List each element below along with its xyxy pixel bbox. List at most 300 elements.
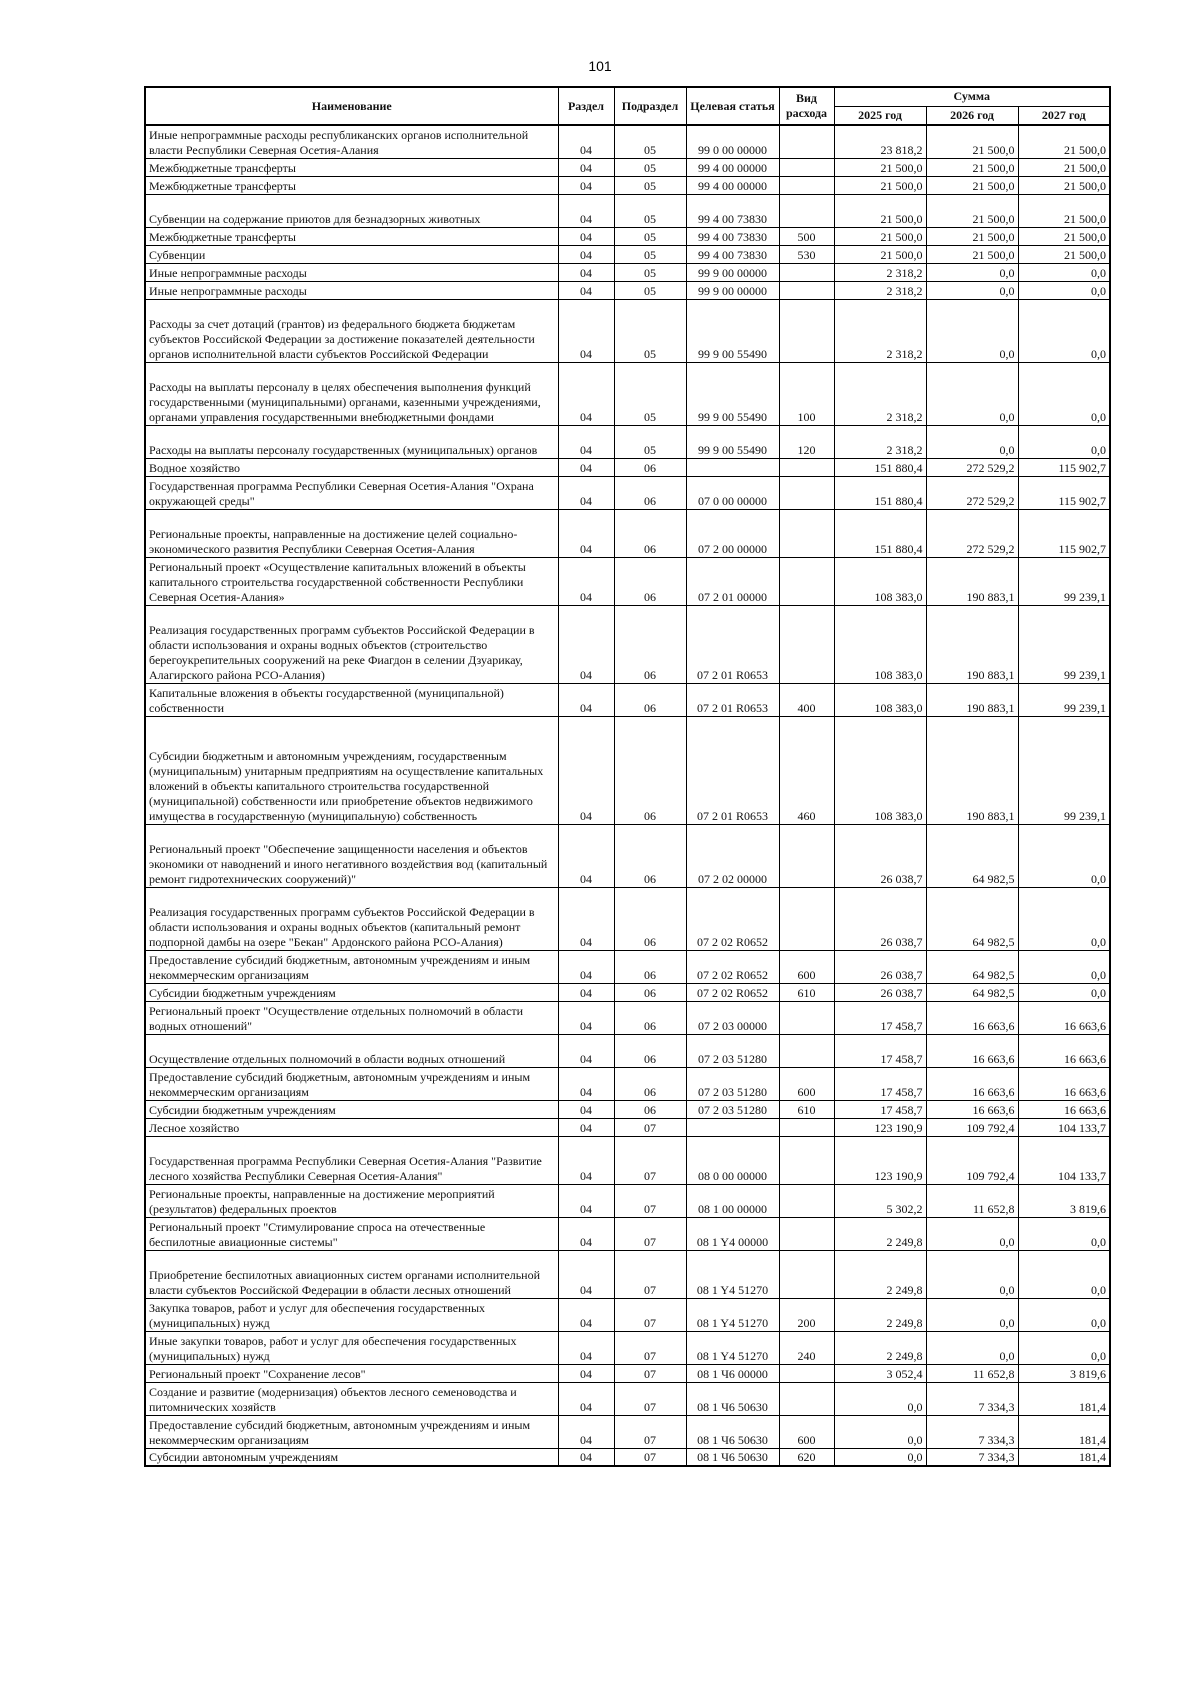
cell-target: 08 1 Ч6 50630 bbox=[686, 1448, 779, 1466]
cell-2025: 108 383,0 bbox=[834, 557, 926, 605]
cell-type: 600 bbox=[779, 1415, 834, 1448]
cell-type: 600 bbox=[779, 1067, 834, 1100]
cell-type: 200 bbox=[779, 1298, 834, 1331]
cell-2026: 7 334,3 bbox=[926, 1448, 1018, 1466]
cell-name: Иные непрограммные расходы bbox=[145, 281, 558, 299]
cell-type: 240 bbox=[779, 1331, 834, 1364]
cell-subsection: 06 bbox=[614, 716, 686, 824]
cell-type bbox=[779, 263, 834, 281]
cell-type bbox=[779, 281, 834, 299]
cell-target: 99 4 00 00000 bbox=[686, 158, 779, 176]
cell-2026: 0,0 bbox=[926, 1250, 1018, 1298]
cell-2027: 0,0 bbox=[1018, 1217, 1110, 1250]
cell-2027: 16 663,6 bbox=[1018, 1001, 1110, 1034]
cell-type bbox=[779, 1184, 834, 1217]
cell-section: 04 bbox=[558, 1364, 614, 1382]
cell-2027: 181,4 bbox=[1018, 1448, 1110, 1466]
table-row bbox=[145, 1364, 1110, 1382]
cell-2025: 0,0 bbox=[834, 1448, 926, 1466]
table-header bbox=[145, 87, 1110, 125]
table-row bbox=[145, 824, 1110, 887]
page-number: 101 bbox=[588, 58, 612, 74]
table-row bbox=[145, 425, 1110, 458]
cell-section: 04 bbox=[558, 824, 614, 887]
cell-name: Субсидии автономным учреждениям bbox=[145, 1448, 558, 1466]
header-sum: Сумма bbox=[834, 87, 1110, 106]
cell-subsection: 05 bbox=[614, 227, 686, 245]
cell-target: 07 2 01 R0653 bbox=[686, 716, 779, 824]
cell-section: 04 bbox=[558, 683, 614, 716]
cell-2025: 151 880,4 bbox=[834, 509, 926, 557]
cell-target: 99 9 00 55490 bbox=[686, 425, 779, 458]
cell-subsection: 06 bbox=[614, 557, 686, 605]
table-row bbox=[145, 509, 1110, 557]
cell-2027: 0,0 bbox=[1018, 983, 1110, 1001]
table-row bbox=[145, 176, 1110, 194]
cell-2025: 108 383,0 bbox=[834, 716, 926, 824]
cell-2027: 0,0 bbox=[1018, 425, 1110, 458]
table-row bbox=[145, 557, 1110, 605]
cell-2027: 0,0 bbox=[1018, 887, 1110, 950]
cell-2027: 99 239,1 bbox=[1018, 716, 1110, 824]
cell-2026: 109 792,4 bbox=[926, 1136, 1018, 1184]
cell-2027: 21 500,0 bbox=[1018, 227, 1110, 245]
header-section: Раздел bbox=[558, 87, 614, 125]
cell-2026: 190 883,1 bbox=[926, 716, 1018, 824]
cell-2025: 123 190,9 bbox=[834, 1136, 926, 1184]
cell-2026: 0,0 bbox=[926, 1217, 1018, 1250]
cell-2027: 21 500,0 bbox=[1018, 176, 1110, 194]
cell-name: Субсидии бюджетным учреждениям bbox=[145, 1100, 558, 1118]
cell-target: 07 2 03 51280 bbox=[686, 1100, 779, 1118]
table-row bbox=[145, 125, 1110, 158]
cell-section: 04 bbox=[558, 1382, 614, 1415]
cell-name: Региональный проект "Сохранение лесов" bbox=[145, 1364, 558, 1382]
cell-2025: 108 383,0 bbox=[834, 683, 926, 716]
cell-2027: 104 133,7 bbox=[1018, 1136, 1110, 1184]
cell-subsection: 06 bbox=[614, 887, 686, 950]
cell-type bbox=[779, 476, 834, 509]
cell-2027: 104 133,7 bbox=[1018, 1118, 1110, 1136]
cell-subsection: 05 bbox=[614, 245, 686, 263]
cell-name: Региональный проект "Стимулирование спроса на отечественные беспилотные авиационные системы" bbox=[145, 1217, 558, 1250]
cell-type: 530 bbox=[779, 245, 834, 263]
cell-section: 04 bbox=[558, 1250, 614, 1298]
cell-target: 99 4 00 73830 bbox=[686, 245, 779, 263]
cell-2025: 151 880,4 bbox=[834, 458, 926, 476]
header-type: Вид расхода bbox=[779, 87, 834, 125]
cell-subsection: 05 bbox=[614, 425, 686, 458]
cell-subsection: 06 bbox=[614, 1001, 686, 1034]
table-body bbox=[145, 125, 1110, 1466]
cell-2026: 64 982,5 bbox=[926, 887, 1018, 950]
cell-type bbox=[779, 1034, 834, 1067]
cell-target: 07 2 01 00000 bbox=[686, 557, 779, 605]
cell-section: 04 bbox=[558, 1184, 614, 1217]
cell-target: 07 2 02 00000 bbox=[686, 824, 779, 887]
cell-2026: 7 334,3 bbox=[926, 1415, 1018, 1448]
cell-subsection: 06 bbox=[614, 458, 686, 476]
cell-2026: 16 663,6 bbox=[926, 1067, 1018, 1100]
cell-type bbox=[779, 557, 834, 605]
cell-type bbox=[779, 605, 834, 683]
cell-2026: 7 334,3 bbox=[926, 1382, 1018, 1415]
cell-2025: 21 500,0 bbox=[834, 176, 926, 194]
cell-2025: 2 249,8 bbox=[834, 1331, 926, 1364]
cell-subsection: 07 bbox=[614, 1184, 686, 1217]
table-row bbox=[145, 1217, 1110, 1250]
cell-2025: 2 249,8 bbox=[834, 1217, 926, 1250]
cell-subsection: 06 bbox=[614, 950, 686, 983]
cell-type: 120 bbox=[779, 425, 834, 458]
cell-section: 04 bbox=[558, 125, 614, 158]
cell-name: Региональный проект "Осуществление отдельных полномочий в области водных отношений" bbox=[145, 1001, 558, 1034]
table-row bbox=[145, 227, 1110, 245]
table-row bbox=[145, 950, 1110, 983]
cell-name: Иные непрограммные расходы bbox=[145, 263, 558, 281]
cell-2025: 108 383,0 bbox=[834, 605, 926, 683]
cell-section: 04 bbox=[558, 605, 614, 683]
cell-2026: 190 883,1 bbox=[926, 683, 1018, 716]
cell-2026: 11 652,8 bbox=[926, 1184, 1018, 1217]
cell-name: Закупка товаров, работ и услуг для обеспечения государственных (муниципальных) нужд bbox=[145, 1298, 558, 1331]
cell-section: 04 bbox=[558, 227, 614, 245]
table-row bbox=[145, 716, 1110, 824]
cell-2026: 21 500,0 bbox=[926, 125, 1018, 158]
cell-2026: 272 529,2 bbox=[926, 476, 1018, 509]
cell-2026: 21 500,0 bbox=[926, 227, 1018, 245]
cell-type: 610 bbox=[779, 983, 834, 1001]
cell-target: 07 2 02 R0652 bbox=[686, 887, 779, 950]
cell-section: 04 bbox=[558, 716, 614, 824]
cell-type bbox=[779, 125, 834, 158]
cell-type bbox=[779, 1118, 834, 1136]
cell-2026: 16 663,6 bbox=[926, 1100, 1018, 1118]
cell-subsection: 07 bbox=[614, 1364, 686, 1382]
cell-section: 04 bbox=[558, 158, 614, 176]
cell-2025: 21 500,0 bbox=[834, 158, 926, 176]
cell-subsection: 07 bbox=[614, 1331, 686, 1364]
cell-section: 04 bbox=[558, 458, 614, 476]
header-name: Наименование bbox=[145, 87, 558, 125]
cell-subsection: 05 bbox=[614, 125, 686, 158]
cell-subsection: 07 bbox=[614, 1136, 686, 1184]
cell-section: 04 bbox=[558, 281, 614, 299]
header-year-2027: 2027 год bbox=[1018, 106, 1110, 125]
cell-2027: 3 819,6 bbox=[1018, 1184, 1110, 1217]
cell-subsection: 07 bbox=[614, 1382, 686, 1415]
cell-target: 99 4 00 00000 bbox=[686, 176, 779, 194]
cell-2026: 21 500,0 bbox=[926, 158, 1018, 176]
cell-name: Создание и развитие (модернизация) объектов лесного семеноводства и питомнических хозяйств bbox=[145, 1382, 558, 1415]
cell-target: 07 2 01 R0653 bbox=[686, 683, 779, 716]
table-row bbox=[145, 158, 1110, 176]
cell-subsection: 06 bbox=[614, 605, 686, 683]
cell-target: 99 9 00 00000 bbox=[686, 263, 779, 281]
table-row bbox=[145, 1118, 1110, 1136]
cell-2027: 21 500,0 bbox=[1018, 245, 1110, 263]
cell-name: Государственная программа Республики Северная Осетия-Алания "Развитие лесного хозяйства Республики Северная Осетия-Алания" bbox=[145, 1136, 558, 1184]
cell-section: 04 bbox=[558, 1331, 614, 1364]
cell-2026: 21 500,0 bbox=[926, 176, 1018, 194]
cell-type bbox=[779, 1364, 834, 1382]
cell-name: Предоставление субсидий бюджетным, автономным учреждениям и иным некоммерческим организациям bbox=[145, 950, 558, 983]
cell-2025: 2 249,8 bbox=[834, 1250, 926, 1298]
table-row bbox=[145, 263, 1110, 281]
table-row bbox=[145, 299, 1110, 362]
cell-target: 07 2 02 R0652 bbox=[686, 983, 779, 1001]
header-year-2026: 2026 год bbox=[926, 106, 1018, 125]
cell-2025: 2 318,2 bbox=[834, 281, 926, 299]
cell-2026: 0,0 bbox=[926, 281, 1018, 299]
table-row bbox=[145, 194, 1110, 227]
cell-name: Реализация государственных программ субъектов Российской Федерации в области использования и охраны водных объектов (строительство берегоукрепительных сооружений на реке Фиагдон в селении Дзуарикау, Алагирского района РСО-Алания) bbox=[145, 605, 558, 683]
cell-2025: 26 038,7 bbox=[834, 983, 926, 1001]
cell-target: 08 1 Y4 51270 bbox=[686, 1250, 779, 1298]
cell-name: Расходы за счет дотаций (грантов) из федерального бюджета бюджетам субъектов Российской Федерации за достижение показателей деятельности органов исполнительной власти субъектов Российской Федерации bbox=[145, 299, 558, 362]
cell-2025: 17 458,7 bbox=[834, 1001, 926, 1034]
cell-2025: 26 038,7 bbox=[834, 950, 926, 983]
cell-section: 04 bbox=[558, 1298, 614, 1331]
cell-type bbox=[779, 887, 834, 950]
cell-2025: 21 500,0 bbox=[834, 227, 926, 245]
table-row bbox=[145, 887, 1110, 950]
cell-section: 04 bbox=[558, 476, 614, 509]
cell-2025: 17 458,7 bbox=[834, 1067, 926, 1100]
cell-subsection: 06 bbox=[614, 1034, 686, 1067]
cell-2027: 0,0 bbox=[1018, 362, 1110, 425]
cell-target: 99 9 00 55490 bbox=[686, 362, 779, 425]
cell-type: 100 bbox=[779, 362, 834, 425]
cell-2027: 0,0 bbox=[1018, 824, 1110, 887]
cell-section: 04 bbox=[558, 983, 614, 1001]
cell-name: Региональные проекты, направленные на достижение мероприятий (результатов) федеральных проектов bbox=[145, 1184, 558, 1217]
cell-type bbox=[779, 1136, 834, 1184]
cell-2025: 151 880,4 bbox=[834, 476, 926, 509]
cell-name: Субвенции на содержание приютов для безнадзорных животных bbox=[145, 194, 558, 227]
cell-subsection: 05 bbox=[614, 194, 686, 227]
cell-type bbox=[779, 194, 834, 227]
cell-name: Предоставление субсидий бюджетным, автономным учреждениям и иным некоммерческим организациям bbox=[145, 1415, 558, 1448]
table-row bbox=[145, 1184, 1110, 1217]
cell-2026: 190 883,1 bbox=[926, 557, 1018, 605]
cell-name: Предоставление субсидий бюджетным, автономным учреждениям и иным некоммерческим организациям bbox=[145, 1067, 558, 1100]
cell-2026: 0,0 bbox=[926, 263, 1018, 281]
table-row bbox=[145, 1136, 1110, 1184]
cell-type: 400 bbox=[779, 683, 834, 716]
cell-section: 04 bbox=[558, 1118, 614, 1136]
cell-name: Государственная программа Республики Северная Осетия-Алания "Охрана окружающей среды" bbox=[145, 476, 558, 509]
cell-section: 04 bbox=[558, 1100, 614, 1118]
cell-2027: 181,4 bbox=[1018, 1415, 1110, 1448]
cell-type: 600 bbox=[779, 950, 834, 983]
cell-2027: 99 239,1 bbox=[1018, 605, 1110, 683]
cell-2027: 3 819,6 bbox=[1018, 1364, 1110, 1382]
cell-2027: 0,0 bbox=[1018, 281, 1110, 299]
cell-target bbox=[686, 1118, 779, 1136]
cell-2027: 21 500,0 bbox=[1018, 158, 1110, 176]
budget-table bbox=[144, 86, 1111, 1467]
cell-target bbox=[686, 458, 779, 476]
cell-section: 04 bbox=[558, 362, 614, 425]
table-row bbox=[145, 1382, 1110, 1415]
cell-section: 04 bbox=[558, 425, 614, 458]
cell-2026: 0,0 bbox=[926, 1331, 1018, 1364]
cell-target: 07 2 03 51280 bbox=[686, 1067, 779, 1100]
cell-section: 04 bbox=[558, 1136, 614, 1184]
table-row bbox=[145, 362, 1110, 425]
cell-subsection: 05 bbox=[614, 281, 686, 299]
cell-2025: 21 500,0 bbox=[834, 194, 926, 227]
cell-2027: 99 239,1 bbox=[1018, 683, 1110, 716]
cell-2027: 16 663,6 bbox=[1018, 1067, 1110, 1100]
cell-2027: 181,4 bbox=[1018, 1382, 1110, 1415]
cell-subsection: 07 bbox=[614, 1217, 686, 1250]
cell-target: 99 9 00 55490 bbox=[686, 299, 779, 362]
cell-type bbox=[779, 176, 834, 194]
cell-section: 04 bbox=[558, 950, 614, 983]
header-year-2025: 2025 год bbox=[834, 106, 926, 125]
cell-name: Межбюджетные трансферты bbox=[145, 227, 558, 245]
cell-name: Капитальные вложения в объекты государственной (муниципальной) собственности bbox=[145, 683, 558, 716]
cell-name: Региональный проект "Обеспечение защищенности населения и объектов экономики от наводнений и иного негативного воздействия вод (капитальный ремонт гидротехнических сооружений)" bbox=[145, 824, 558, 887]
cell-2025: 3 052,4 bbox=[834, 1364, 926, 1382]
cell-2026: 109 792,4 bbox=[926, 1118, 1018, 1136]
cell-type bbox=[779, 509, 834, 557]
cell-type bbox=[779, 1382, 834, 1415]
cell-2027: 21 500,0 bbox=[1018, 125, 1110, 158]
cell-subsection: 07 bbox=[614, 1298, 686, 1331]
cell-subsection: 05 bbox=[614, 176, 686, 194]
cell-section: 04 bbox=[558, 509, 614, 557]
cell-2026: 21 500,0 bbox=[926, 194, 1018, 227]
cell-section: 04 bbox=[558, 1415, 614, 1448]
cell-2026: 190 883,1 bbox=[926, 605, 1018, 683]
cell-2025: 26 038,7 bbox=[834, 887, 926, 950]
cell-2025: 2 318,2 bbox=[834, 425, 926, 458]
cell-target: 08 1 Y4 51270 bbox=[686, 1298, 779, 1331]
cell-2027: 0,0 bbox=[1018, 950, 1110, 983]
cell-type bbox=[779, 1217, 834, 1250]
cell-section: 04 bbox=[558, 1448, 614, 1466]
cell-target: 99 9 00 00000 bbox=[686, 281, 779, 299]
cell-target: 07 2 02 R0652 bbox=[686, 950, 779, 983]
cell-target: 08 0 00 00000 bbox=[686, 1136, 779, 1184]
cell-2025: 2 249,8 bbox=[834, 1298, 926, 1331]
cell-section: 04 bbox=[558, 887, 614, 950]
cell-name: Осуществление отдельных полномочий в области водных отношений bbox=[145, 1034, 558, 1067]
cell-subsection: 06 bbox=[614, 824, 686, 887]
cell-subsection: 06 bbox=[614, 683, 686, 716]
table-row bbox=[145, 1250, 1110, 1298]
cell-2027: 0,0 bbox=[1018, 299, 1110, 362]
cell-name: Субсидии бюджетным и автономным учреждениям, государственным (муниципальным) унитарным предприятиям на осуществление капитальных вложений в объекты капитального строительства государственной (муниципальной) собственности или приобретение объектов недвижимого имущества в государственную (муниципальную) собственность bbox=[145, 716, 558, 824]
cell-2027: 0,0 bbox=[1018, 1250, 1110, 1298]
cell-section: 04 bbox=[558, 263, 614, 281]
table-row bbox=[145, 245, 1110, 263]
cell-2027: 115 902,7 bbox=[1018, 476, 1110, 509]
table-row bbox=[145, 1331, 1110, 1364]
cell-2027: 16 663,6 bbox=[1018, 1034, 1110, 1067]
cell-type bbox=[779, 458, 834, 476]
cell-subsection: 05 bbox=[614, 158, 686, 176]
cell-type bbox=[779, 824, 834, 887]
cell-2025: 2 318,2 bbox=[834, 299, 926, 362]
table-row bbox=[145, 281, 1110, 299]
cell-name: Иные закупки товаров, работ и услуг для обеспечения государственных (муниципальных) нужд bbox=[145, 1331, 558, 1364]
cell-type: 500 bbox=[779, 227, 834, 245]
cell-2027: 0,0 bbox=[1018, 1331, 1110, 1364]
cell-2026: 272 529,2 bbox=[926, 509, 1018, 557]
table-row bbox=[145, 1034, 1110, 1067]
cell-2026: 0,0 bbox=[926, 425, 1018, 458]
cell-2025: 0,0 bbox=[834, 1415, 926, 1448]
cell-name: Межбюджетные трансферты bbox=[145, 158, 558, 176]
cell-name: Субвенции bbox=[145, 245, 558, 263]
cell-target: 08 1 Ч6 50630 bbox=[686, 1415, 779, 1448]
cell-section: 04 bbox=[558, 1034, 614, 1067]
cell-2025: 21 500,0 bbox=[834, 245, 926, 263]
cell-2027: 21 500,0 bbox=[1018, 194, 1110, 227]
cell-2027: 115 902,7 bbox=[1018, 509, 1110, 557]
cell-name: Лесное хозяйство bbox=[145, 1118, 558, 1136]
cell-section: 04 bbox=[558, 245, 614, 263]
cell-section: 04 bbox=[558, 194, 614, 227]
cell-subsection: 07 bbox=[614, 1448, 686, 1466]
cell-2025: 26 038,7 bbox=[834, 824, 926, 887]
cell-2026: 64 982,5 bbox=[926, 983, 1018, 1001]
cell-target: 08 1 00 00000 bbox=[686, 1184, 779, 1217]
cell-name: Региональные проекты, направленные на достижение целей социально-экономического развития Республики Северная Осетия-Алания bbox=[145, 509, 558, 557]
cell-type bbox=[779, 299, 834, 362]
cell-2027: 0,0 bbox=[1018, 263, 1110, 281]
cell-name: Реализация государственных программ субъектов Российской Федерации в области использования и охраны водных объектов (капитальный ремонт подпорной дамбы на озере "Бекан" Ардонского района РСО-Алания) bbox=[145, 887, 558, 950]
cell-target: 07 0 00 00000 bbox=[686, 476, 779, 509]
cell-2026: 0,0 bbox=[926, 362, 1018, 425]
cell-name: Водное хозяйство bbox=[145, 458, 558, 476]
table-row bbox=[145, 1298, 1110, 1331]
table-row bbox=[145, 1067, 1110, 1100]
cell-subsection: 07 bbox=[614, 1118, 686, 1136]
cell-section: 04 bbox=[558, 557, 614, 605]
cell-subsection: 06 bbox=[614, 509, 686, 557]
cell-target: 99 4 00 73830 bbox=[686, 194, 779, 227]
cell-2025: 5 302,2 bbox=[834, 1184, 926, 1217]
cell-target: 08 1 Y4 51270 bbox=[686, 1331, 779, 1364]
cell-subsection: 05 bbox=[614, 362, 686, 425]
cell-2026: 0,0 bbox=[926, 299, 1018, 362]
table-row bbox=[145, 458, 1110, 476]
cell-type: 610 bbox=[779, 1100, 834, 1118]
cell-target: 07 2 03 51280 bbox=[686, 1034, 779, 1067]
cell-2026: 272 529,2 bbox=[926, 458, 1018, 476]
cell-2025: 17 458,7 bbox=[834, 1034, 926, 1067]
header-subsection: Подраздел bbox=[614, 87, 686, 125]
cell-target: 08 1 Ч6 00000 bbox=[686, 1364, 779, 1382]
table-row bbox=[145, 1100, 1110, 1118]
cell-2025: 123 190,9 bbox=[834, 1118, 926, 1136]
cell-subsection: 06 bbox=[614, 1100, 686, 1118]
cell-2025: 23 818,2 bbox=[834, 125, 926, 158]
cell-section: 04 bbox=[558, 176, 614, 194]
cell-2025: 2 318,2 bbox=[834, 362, 926, 425]
cell-name: Иные непрограммные расходы республиканских органов исполнительной власти Республики Северная Осетия-Алания bbox=[145, 125, 558, 158]
cell-2026: 0,0 bbox=[926, 1298, 1018, 1331]
cell-2026: 16 663,6 bbox=[926, 1001, 1018, 1034]
cell-2026: 64 982,5 bbox=[926, 950, 1018, 983]
cell-subsection: 07 bbox=[614, 1250, 686, 1298]
table-row bbox=[145, 605, 1110, 683]
